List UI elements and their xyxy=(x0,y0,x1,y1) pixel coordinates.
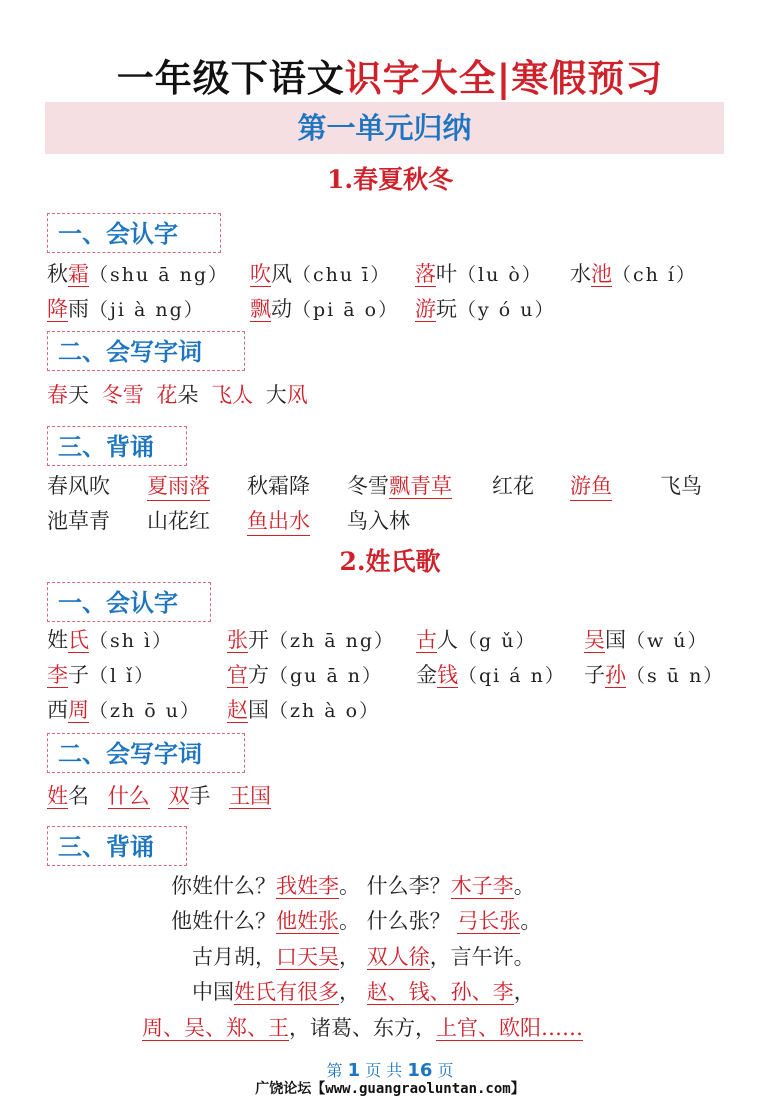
recite-phrase: 红花 xyxy=(492,474,534,498)
poem-line: 他姓什么？他姓张。 什么张？ 弓长张。 xyxy=(171,909,542,933)
char-item: 李子（l ǐ） xyxy=(47,663,156,687)
lesson-1-section-write: 二、会写字词 xyxy=(47,331,245,371)
char-item: 赵国（zh à o） xyxy=(227,698,381,722)
word-item: 冬雪 xyxy=(101,383,144,407)
recite-phrase: 春风吹 xyxy=(47,474,110,498)
char-item: 子孙（s ū n） xyxy=(584,663,725,687)
lesson-2-section-recite: 三、背诵 xyxy=(47,826,187,866)
word-item: 什么 xyxy=(107,784,150,808)
word-item: 大风 xyxy=(265,383,308,407)
lesson-1-word-list xyxy=(47,381,308,409)
recite-phrase: 夏雨落 xyxy=(147,472,210,501)
char-item: 西周（zh ō u） xyxy=(47,698,202,722)
poem-line: 中国姓氏有很多， 赵、钱、孙、李， xyxy=(192,980,535,1004)
char-item: 降雨（ji à ng） xyxy=(47,297,205,321)
recite-phrase: 冬雪飘青草 xyxy=(347,474,452,498)
recite-phrase: 山花红 xyxy=(147,509,210,533)
recite-phrase: 池草青 xyxy=(47,509,110,533)
recite-phrase: 鸟入林 xyxy=(347,509,410,533)
page-title: 一年级下语文识字大全|寒假预习 xyxy=(116,57,664,100)
page-number: 第 1 页 共 16 页 xyxy=(326,1060,454,1081)
lesson-2-char-list xyxy=(0,626,780,731)
char-item: 姓氏（sh ì） xyxy=(47,628,174,652)
char-item: 张开（zh ā ng） xyxy=(227,628,396,652)
recite-phrase: 飞鸟 xyxy=(660,474,702,498)
lesson-1-section-recognize: 一、会认字 xyxy=(47,213,221,253)
unit-heading: 第一单元归纳 xyxy=(45,102,724,154)
char-item: 吴国（w ú） xyxy=(584,628,709,652)
lesson-2-section-recognize: 一、会认字 xyxy=(47,582,211,622)
word-item: 姓名 xyxy=(47,784,89,808)
word-item: 飞人 xyxy=(211,383,254,407)
lesson-1-section-recite: 三、背诵 xyxy=(47,426,187,466)
recite-phrase: 游鱼 xyxy=(570,472,612,501)
poem-line: 周、吴、郑、王，诸葛、东方，上官、欧阳…… xyxy=(142,1016,583,1040)
word-item: 王国 xyxy=(229,784,272,808)
poem-line: 古月胡，口天吴， 双人徐，言午许。 xyxy=(192,945,535,969)
char-item: 吹风（chu ī） xyxy=(250,262,392,286)
char-item: 金钱（qi á n） xyxy=(416,663,566,687)
lesson-2-title: 2.姓氏歌 xyxy=(339,547,441,576)
recite-phrase: 鱼出水 xyxy=(247,507,310,536)
recite-phrase: 秋霜降 xyxy=(247,474,310,498)
char-item: 水池（ch í） xyxy=(570,262,697,286)
lesson-2-section-write: 二、会写字词 xyxy=(47,733,245,773)
word-item: 春天 xyxy=(47,383,89,407)
lesson-2-word-list xyxy=(47,782,271,810)
char-item: 飘动（pi ā o） xyxy=(250,297,400,321)
lesson-1-char-list xyxy=(0,260,780,330)
char-item: 古人（g ǔ） xyxy=(416,628,537,652)
poem-line: 你姓什么？我姓李。 什么李？木子李。 xyxy=(171,874,535,898)
lesson-1-title: 1.春夏秋冬 xyxy=(326,165,454,194)
char-item: 落叶（lu ò） xyxy=(415,262,543,286)
char-item: 官方（gu ā n） xyxy=(227,663,384,687)
footer-site-link: 广饶论坛【www.guangraoluntan.com】 xyxy=(255,1081,525,1097)
char-item: 秋霜（shu ā ng） xyxy=(47,262,230,286)
word-item: 双手 xyxy=(168,784,211,808)
word-item: 花朵 xyxy=(156,383,199,407)
char-item: 游玩（y ó u） xyxy=(415,297,556,321)
lesson-1-recite-text xyxy=(0,472,780,542)
